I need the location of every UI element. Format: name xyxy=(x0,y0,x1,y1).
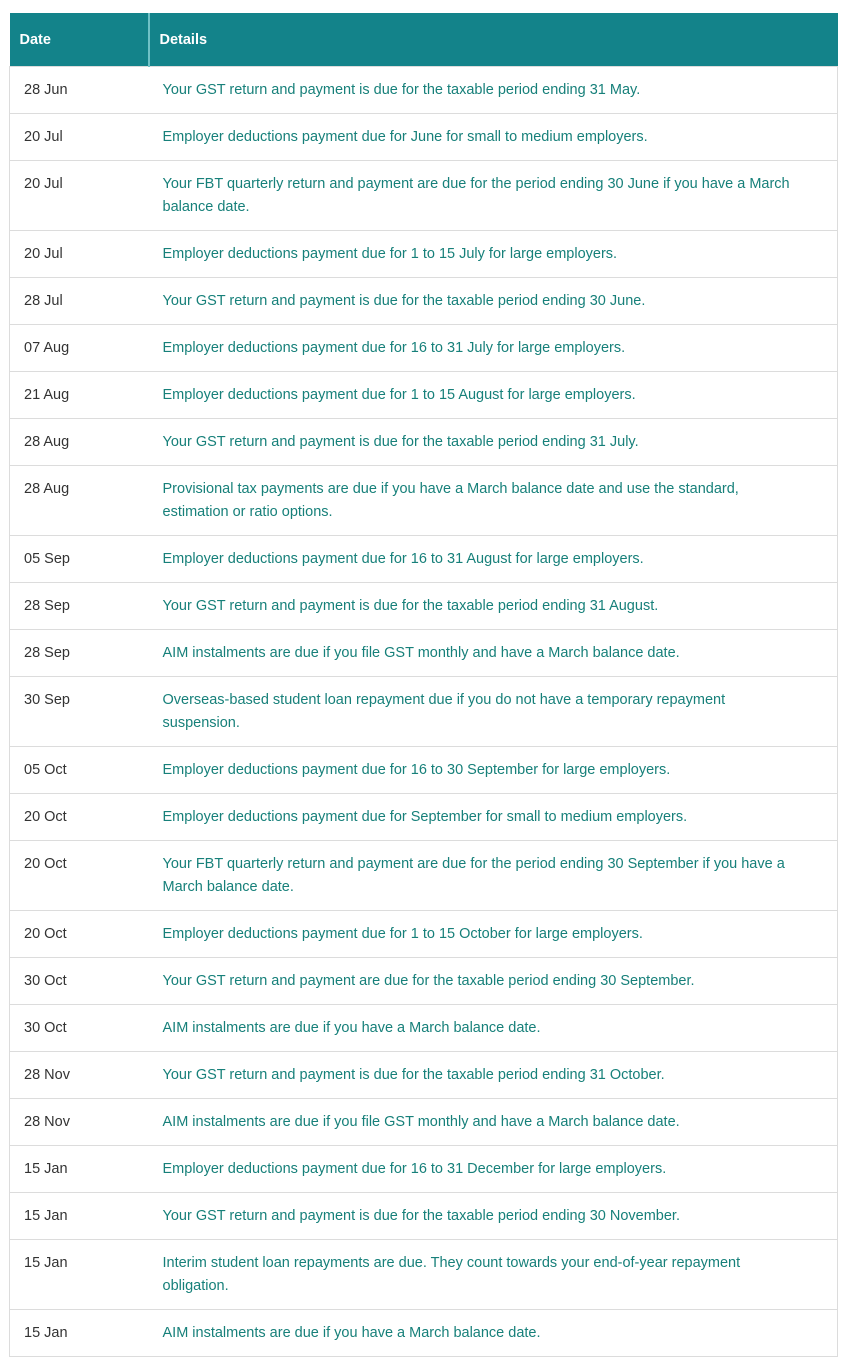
row-details: Your GST return and payment are due for the taxable period ending 30 September. xyxy=(149,958,838,1005)
row-date: 05 Oct xyxy=(10,747,149,794)
row-details: AIM instalments are due if you have a March balance date. xyxy=(149,1005,838,1052)
row-date: 28 Jun xyxy=(10,67,149,114)
row-details: Employer deductions payment due for 1 to 15 October for large employers. xyxy=(149,911,838,958)
table-row xyxy=(10,677,838,747)
row-details: AIM instalments are due if you have a March balance date. xyxy=(149,1310,838,1357)
row-date: 20 Oct xyxy=(10,911,149,958)
table-row xyxy=(10,958,838,1005)
row-details: Employer deductions payment due for 1 to 15 July for large employers. xyxy=(149,231,838,278)
table-row xyxy=(10,67,838,114)
row-date: 30 Oct xyxy=(10,1005,149,1052)
table-row xyxy=(10,1146,838,1193)
table-row xyxy=(10,583,838,630)
row-details: Employer deductions payment due for 16 to 30 September for large employers. xyxy=(149,747,838,794)
row-details: Your GST return and payment is due for the taxable period ending 30 June. xyxy=(149,278,838,325)
row-date: 20 Oct xyxy=(10,841,149,911)
row-details: Your GST return and payment is due for the taxable period ending 30 November. xyxy=(149,1193,838,1240)
table-header xyxy=(10,13,838,67)
row-date: 15 Jan xyxy=(10,1310,149,1357)
row-date: 28 Jul xyxy=(10,278,149,325)
table-row xyxy=(10,536,838,583)
table-row xyxy=(10,747,838,794)
date-column-header: Date xyxy=(10,13,149,67)
row-details: Your GST return and payment is due for the taxable period ending 31 August. xyxy=(149,583,838,630)
table-row xyxy=(10,1099,838,1146)
row-date: 07 Aug xyxy=(10,325,149,372)
table-row xyxy=(10,231,838,278)
row-date: 21 Aug xyxy=(10,372,149,419)
row-details: Interim student loan repayments are due. They count towards your end-of-year repayment obligation. xyxy=(149,1240,838,1310)
row-date: 28 Nov xyxy=(10,1099,149,1146)
table-row xyxy=(10,325,838,372)
row-date: 20 Jul xyxy=(10,114,149,161)
table-row xyxy=(10,1193,838,1240)
row-date: 28 Sep xyxy=(10,630,149,677)
table-row xyxy=(10,161,838,231)
table-row xyxy=(10,630,838,677)
row-details: Your FBT quarterly return and payment are due for the period ending 30 September if you have a March balance date. xyxy=(149,841,838,911)
row-details: Overseas-based student loan repayment due if you do not have a temporary repayment suspension. xyxy=(149,677,838,747)
row-details: AIM instalments are due if you file GST monthly and have a March balance date. xyxy=(149,1099,838,1146)
row-date: 28 Aug xyxy=(10,466,149,536)
table-row xyxy=(10,841,838,911)
details-column-header: Details xyxy=(149,13,838,67)
table-row xyxy=(10,114,838,161)
tax-dates-table xyxy=(9,13,838,1357)
table-row xyxy=(10,1240,838,1310)
row-date: 30 Sep xyxy=(10,677,149,747)
row-date: 20 Jul xyxy=(10,231,149,278)
row-details: Provisional tax payments are due if you have a March balance date and use the standard, estimation or ratio options. xyxy=(149,466,838,536)
row-details: Employer deductions payment due for 16 to 31 August for large employers. xyxy=(149,536,838,583)
table-row xyxy=(10,1052,838,1099)
table-row xyxy=(10,1005,838,1052)
table-row xyxy=(10,372,838,419)
table-row xyxy=(10,911,838,958)
table-row xyxy=(10,419,838,466)
row-date: 28 Nov xyxy=(10,1052,149,1099)
row-details: Employer deductions payment due for September for small to medium employers. xyxy=(149,794,838,841)
row-details: Your GST return and payment is due for the taxable period ending 31 May. xyxy=(149,67,838,114)
table-row xyxy=(10,466,838,536)
row-date: 28 Aug xyxy=(10,419,149,466)
table-row xyxy=(10,1310,838,1357)
table-row xyxy=(10,278,838,325)
table-row xyxy=(10,794,838,841)
row-details: Employer deductions payment due for 16 to 31 July for large employers. xyxy=(149,325,838,372)
row-date: 15 Jan xyxy=(10,1240,149,1310)
row-details: Your FBT quarterly return and payment are due for the period ending 30 June if you have a March balance date. xyxy=(149,161,838,231)
row-date: 05 Sep xyxy=(10,536,149,583)
row-details: Employer deductions payment due for 1 to 15 August for large employers. xyxy=(149,372,838,419)
row-date: 30 Oct xyxy=(10,958,149,1005)
row-details: Employer deductions payment due for 16 to 31 December for large employers. xyxy=(149,1146,838,1193)
row-details: Your GST return and payment is due for the taxable period ending 31 July. xyxy=(149,419,838,466)
row-date: 15 Jan xyxy=(10,1193,149,1240)
row-date: 15 Jan xyxy=(10,1146,149,1193)
row-date: 20 Oct xyxy=(10,794,149,841)
row-details: AIM instalments are due if you file GST monthly and have a March balance date. xyxy=(149,630,838,677)
row-details: Employer deductions payment due for June for small to medium employers. xyxy=(149,114,838,161)
row-details: Your GST return and payment is due for the taxable period ending 31 October. xyxy=(149,1052,838,1099)
row-date: 28 Sep xyxy=(10,583,149,630)
row-date: 20 Jul xyxy=(10,161,149,231)
